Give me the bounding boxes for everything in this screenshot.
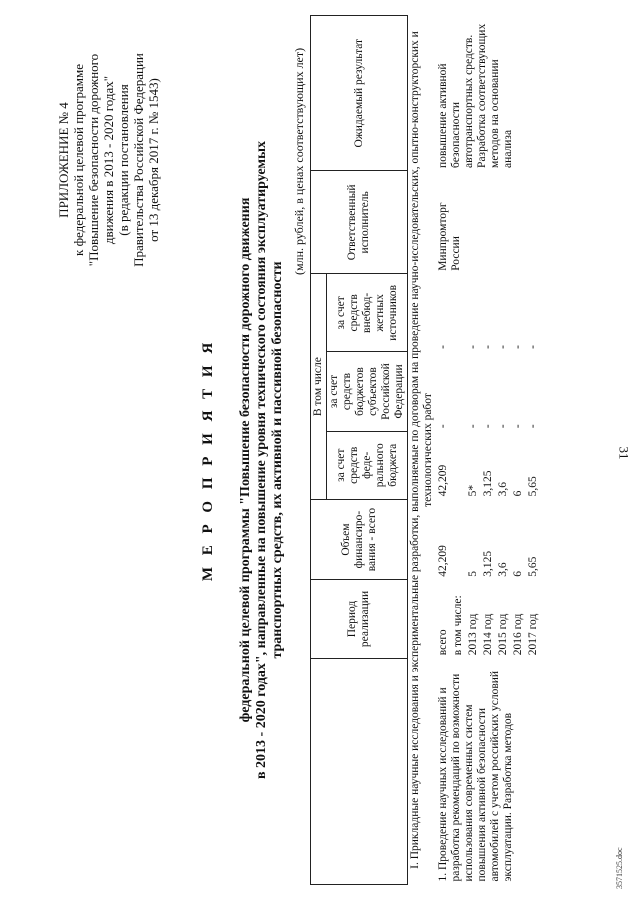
row-federal: 42,209 bbox=[437, 464, 449, 497]
row-amount: 6 bbox=[512, 570, 524, 577]
row-regional: - bbox=[497, 424, 509, 429]
document-title bbox=[200, 75, 286, 845]
row-amount: 5 bbox=[467, 570, 479, 577]
row-federal bbox=[451, 431, 466, 499]
appendix-line: движения в 2013 - 2020 годах" bbox=[101, 75, 116, 245]
row-federal: 3,6 bbox=[497, 482, 509, 497]
row-offbudget: - bbox=[512, 345, 524, 349]
title-line: федеральной целевой программы "Повышение безопасности дорожного движения bbox=[238, 197, 253, 723]
row-amount: 3,125 bbox=[482, 550, 494, 577]
row-amount: 3,6 bbox=[497, 562, 509, 577]
measures-table bbox=[310, 15, 541, 885]
title-main: М Е Р О П Р И Я Т И Я bbox=[200, 338, 216, 582]
row-period: 2014 год bbox=[482, 613, 494, 656]
row-regional: - bbox=[437, 424, 449, 429]
appendix-line: (в редакции постановления bbox=[116, 84, 131, 236]
header-federal: за счет средств феде-рального бюджета bbox=[327, 431, 408, 499]
row-amount: 5,65 bbox=[527, 556, 539, 577]
row-regional bbox=[451, 352, 466, 431]
row-period: в том числе: bbox=[452, 595, 464, 656]
row-regional: - bbox=[482, 424, 494, 429]
row-amount bbox=[451, 499, 466, 579]
appendix-line: "Повышение безопасности дорожного bbox=[86, 53, 101, 267]
measure-result: повышение активной безопасности автотранспортных средств. Разработка соответствующих методов на основании анализа bbox=[437, 23, 514, 168]
row-offbudget: - bbox=[497, 345, 509, 349]
row-period: 2013 год bbox=[467, 613, 479, 656]
row-offbudget: - bbox=[437, 345, 449, 349]
row-offbudget: - bbox=[527, 345, 539, 349]
row-offbudget: - bbox=[467, 345, 479, 349]
measure-name: 1. Проведение научных исследований и разработка рекомендаций по возможности использования современных систем повышения активной безопасности автомобилей с учетом российских условий эксплуатации. Разработка методов bbox=[437, 670, 514, 882]
header-offbudget: за счет средств внебюд-жетных источников bbox=[327, 274, 408, 352]
row-amount: 42,209 bbox=[437, 545, 449, 577]
units-note: (млн. рублей, в ценах соответствующих лет) bbox=[292, 47, 306, 275]
row-offbudget: - bbox=[482, 345, 494, 349]
row-federal: 3,125 bbox=[482, 470, 494, 497]
footer-code: 3571525.doc bbox=[615, 847, 624, 889]
title-line: в 2013 - 2020 годах", направленные на повышение уровня технического состояния эксплуатируемых bbox=[254, 140, 269, 780]
row-period: 2016 год bbox=[512, 613, 524, 656]
row-federal: 5* bbox=[467, 484, 479, 497]
appendix-block bbox=[56, 35, 161, 285]
header-in-number: В том числе bbox=[311, 274, 327, 500]
header-executor: Ответственный исполнитель bbox=[311, 171, 408, 274]
appendix-line: к федеральной целевой программе bbox=[71, 64, 86, 256]
appendix-line: от 13 декабря 2017 г. № 1543) bbox=[146, 78, 161, 242]
row-period: всего bbox=[437, 629, 449, 656]
row-period: 2017 год bbox=[527, 613, 539, 656]
header-name bbox=[311, 658, 408, 884]
row-period: 2015 год bbox=[497, 613, 509, 656]
row-federal: 5,65 bbox=[527, 476, 539, 497]
header-amount: Объем финансиро-вания - всего bbox=[311, 499, 408, 579]
header-result: Ожидаемый результат bbox=[311, 16, 408, 171]
section-title: I. Прикладные научные исследования и экспериментальные разработки, выполняемые по договорам на проведение научно-исследовательских, опытно-конструкторских и технологических работ bbox=[409, 31, 434, 869]
row-regional: - bbox=[527, 424, 539, 429]
appendix-line: ПРИЛОЖЕНИЕ № 4 bbox=[56, 102, 71, 218]
header-regional: за счет средств бюджетов субъектов Российской Федерации bbox=[327, 352, 408, 431]
row-regional: - bbox=[467, 424, 479, 429]
title-line: транспортных средств, их активной и пассивной безопасности bbox=[270, 261, 285, 659]
appendix-line: Правительства Российской Федерации bbox=[131, 53, 146, 267]
page-number: 31 bbox=[616, 446, 632, 460]
row-offbudget bbox=[451, 274, 466, 352]
measure-executor: Минпромторг России bbox=[437, 202, 462, 271]
row-regional: - bbox=[512, 424, 524, 429]
row-federal: 6 bbox=[512, 490, 524, 497]
header-period: Период реализации bbox=[311, 580, 408, 659]
